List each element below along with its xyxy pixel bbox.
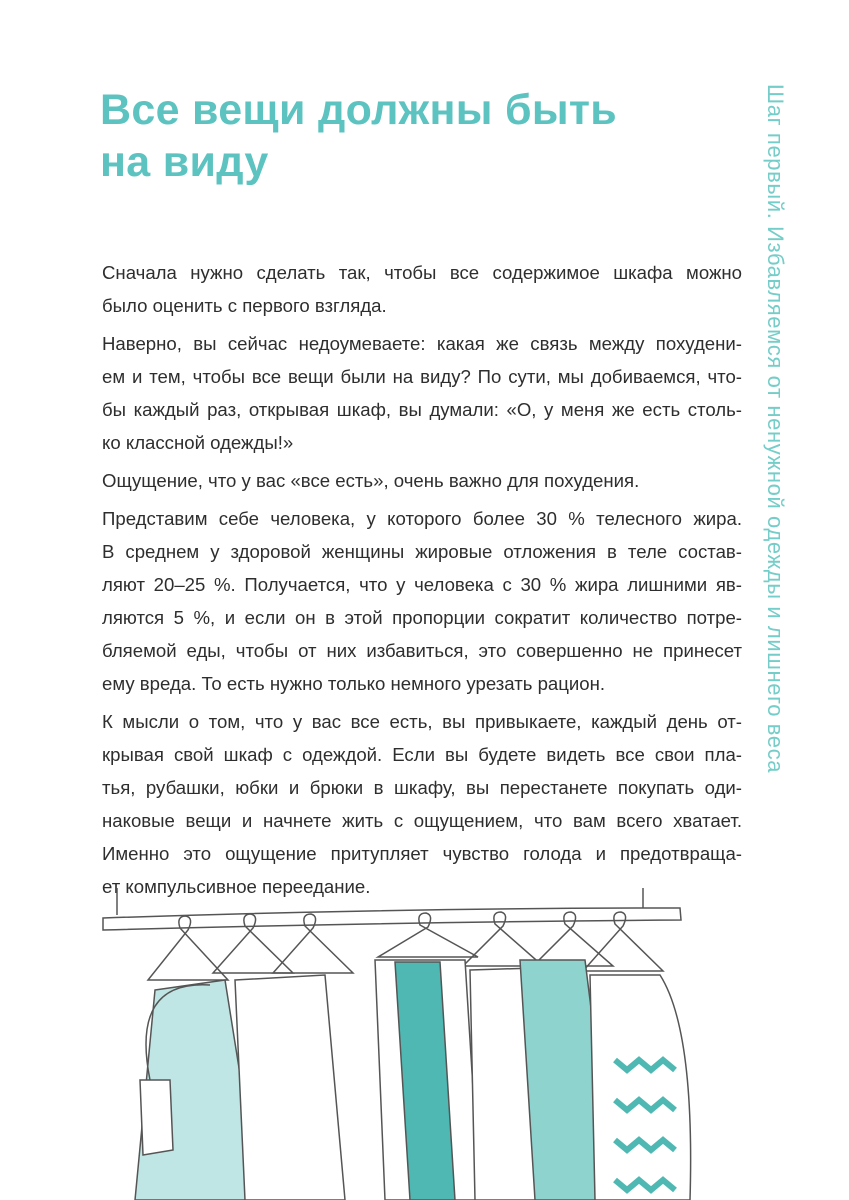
text-line: ляются 5 %, и если он в этой пропорции сократит количество потре-	[102, 607, 742, 628]
text-line: ет компульсивное переедание.	[102, 876, 371, 897]
text-line: К мысли о том, что у вас все есть, вы привыкаете, каждый день от-	[102, 711, 742, 732]
text-line: Представим себе человека, у которого более 30 % телесного жира.	[102, 508, 742, 529]
text-line: Наверно, вы сейчас недоумеваете: какая же связь между похудени-	[102, 333, 742, 354]
running-header: Шаг первый. Избавляемся от ненужной одежды и лишнего веса	[763, 84, 788, 774]
text-line: наковые вещи и начнете жить с ощущением, что вам всего хватает.	[102, 810, 742, 831]
white-top	[235, 975, 345, 1200]
clothes-rack-illustration	[95, 880, 735, 1200]
text-line: ко классной одежды!»	[102, 432, 294, 453]
text-line: было оценить с первого взгляда.	[102, 295, 387, 316]
text-line: бы каждый раз, открывая шкаф, вы думали: «О, у меня же есть столь-	[102, 399, 742, 420]
page-title	[100, 84, 617, 188]
paragraph	[102, 464, 742, 497]
paragraph	[102, 502, 742, 700]
paragraph	[102, 256, 742, 322]
text-line: крывая свой шкаф с одеждой. Если вы будете видеть все свои пла-	[102, 744, 742, 765]
text-line: тья, рубашки, юбки и брюки в шкафу, вы перестанете покупать оди-	[102, 777, 742, 798]
text-line: Ощущение, что у вас «все есть», очень важно для похудения.	[102, 470, 640, 491]
teal-pants	[375, 960, 480, 1200]
text-line: В среднем у здоровой женщины жировые отложения в теле состав-	[102, 541, 742, 562]
paragraph	[102, 705, 742, 903]
text-line: Именно это ощущение притупляет чувство голода и предотвраща-	[102, 843, 742, 864]
text-line: ляют 20–25 %. Получается, что у человека с 30 % жира лишними яв-	[102, 574, 742, 595]
title-line: Все вещи должны быть	[100, 86, 617, 134]
text-line: ему вреда. То есть нужно только немного урезать рацион.	[102, 673, 606, 694]
title-line: на виду	[100, 138, 269, 186]
text-line: ем и тем, чтобы все вещи были на виду? По сути, мы добиваемся, что-	[102, 366, 742, 387]
zigzag-sweater	[590, 975, 691, 1200]
paragraph	[102, 327, 742, 459]
body-text	[102, 256, 742, 908]
text-line: бляемой еды, чтобы от них избавиться, это совершенно не принесет	[102, 640, 742, 661]
text-line: Сначала нужно сделать так, чтобы все содержимое шкафа можно	[102, 262, 742, 283]
